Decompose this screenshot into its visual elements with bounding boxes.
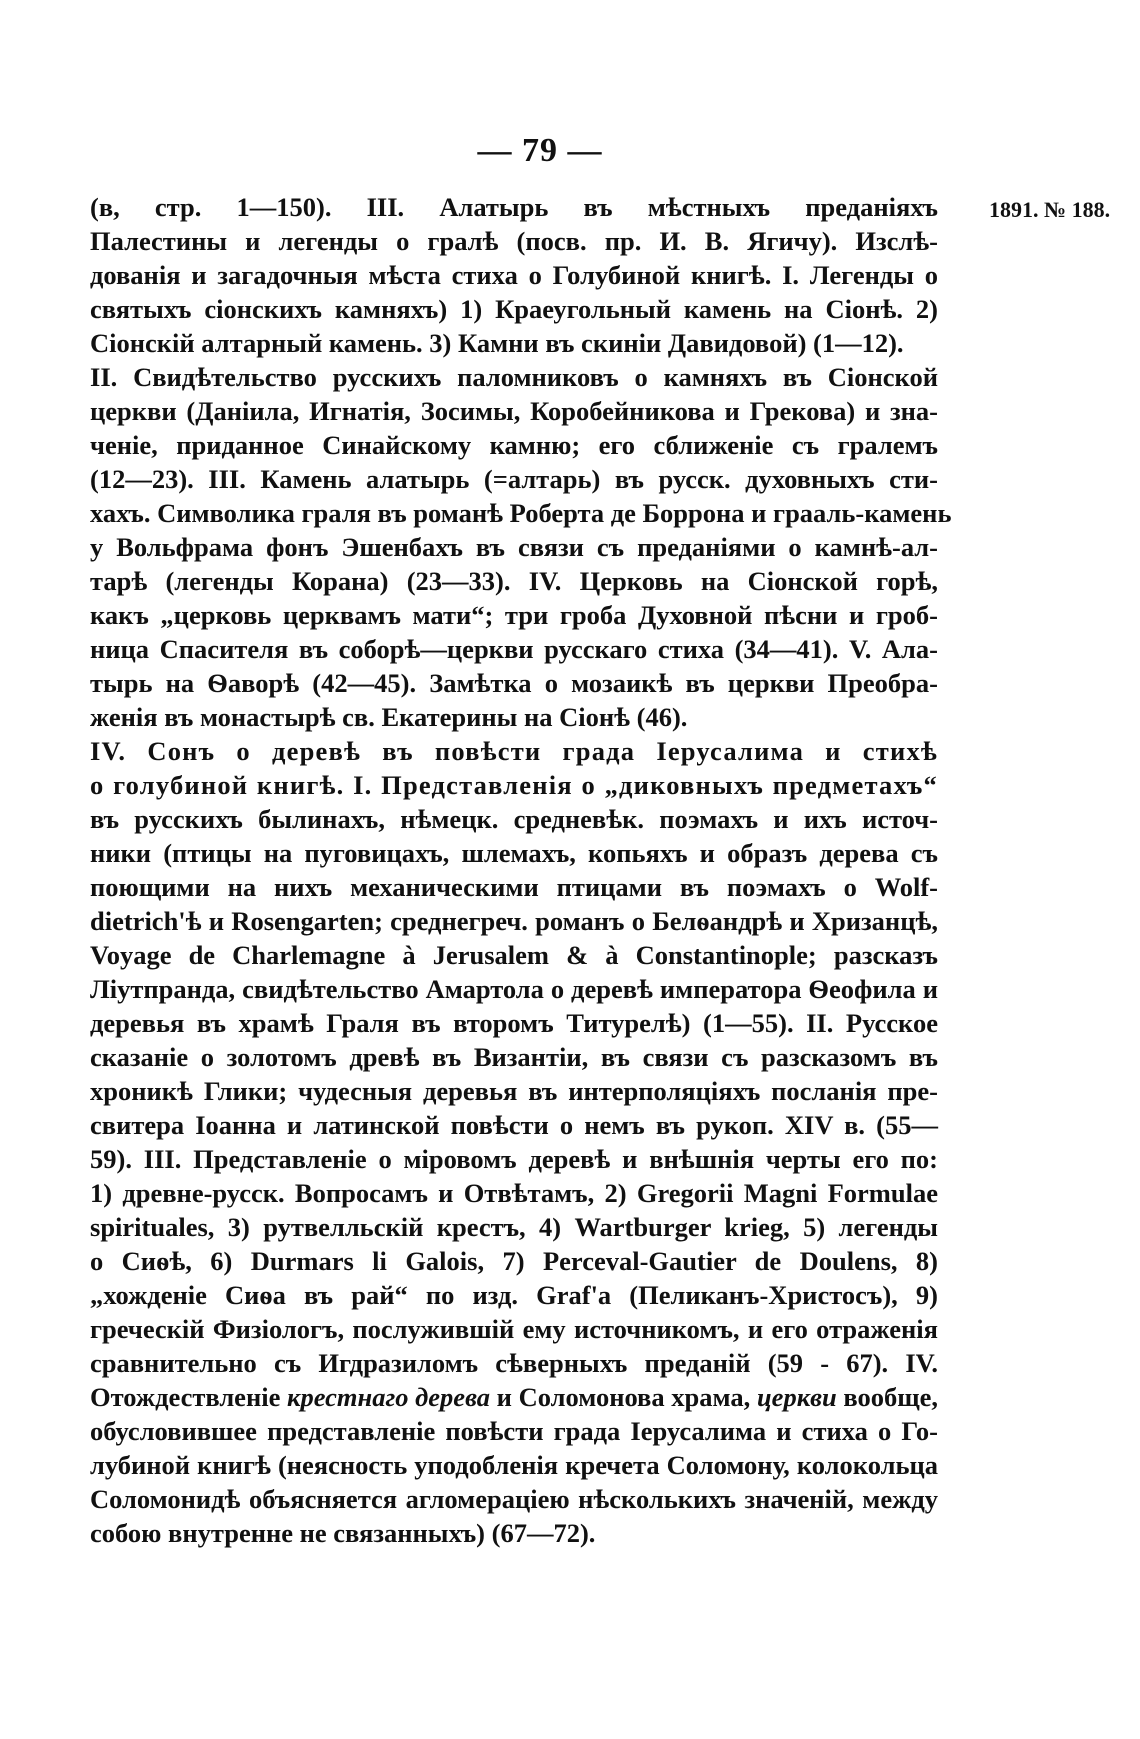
text-line: обусловившее представленіе повѣсти града Іерусалима и стиха о Го-	[90, 1416, 938, 1446]
text-line: ченіе, приданное Синайскому камню; его сближеніе съ гралемъ	[90, 430, 938, 460]
text-line: сказаніе о золотомъ древѣ въ Византіи, въ связи съ разсказомъ въ	[90, 1042, 938, 1072]
text-line: 1) древне-русск. Вопросамъ и Отвѣтамъ, 2) Gregorii Magni Formulae	[90, 1178, 938, 1208]
text-line: „хожденіе Сиѳа въ рай“ по изд. Graf'a (Пеликанъ-Христосъ), 9)	[90, 1280, 938, 1310]
text-line: ники (птицы на пуговицахъ, шлемахъ, копьяхъ и образъ дерева съ	[90, 838, 938, 868]
text-line: у Вольфрама фонъ Эшенбахъ въ связи съ преданіями о камнѣ-ал-	[90, 532, 938, 562]
text-line: spirituales, 3) рутвелльскій крестъ, 4) Wartburger krieg, 5) легенды	[90, 1212, 938, 1242]
text-line: (12—23). III. Камень алатырь (=алтарь) въ русск. духовныхъ сти-	[90, 464, 938, 494]
text-line: хахъ. Символика граля въ романѣ Роберта де Боррона и грааль-камень	[90, 498, 952, 528]
text-line: деревья въ храмѣ Граля въ второмъ Титурелѣ) (1—55). II. Русское	[90, 1008, 938, 1038]
text-line: dietrich'ѣ и Rosengarten; среднегреч. романъ о Белѳандрѣ и Хризанцѣ,	[90, 906, 938, 936]
text-line: Соломонидѣ объясняется агломераціею нѣсколькихъ значеній, между	[90, 1484, 938, 1514]
text-line: хроникѣ Глики; чудесныя деревья въ интерполяціяхъ посланія пре-	[90, 1076, 938, 1106]
paragraph	[90, 360, 952, 734]
text-line: сравнительно съ Игдразиломъ сѣверныхъ преданій (59 - 67). IV.	[90, 1348, 938, 1378]
text-line: II. Свидѣтельство русскихъ паломниковъ о камняхъ въ Сіонской	[90, 362, 938, 392]
text-line: въ русскихъ былинахъ, нѣмецк. средневѣк. поэмахъ и ихъ источ-	[90, 804, 938, 834]
text-line: Сіонскій алтарный камень. 3) Камни въ скиніи Давидовой) (1—12).	[90, 328, 904, 358]
text-line: свитера Іоанна и латинской повѣсти о немъ въ рукоп. XIV в. (55—	[90, 1110, 938, 1140]
body-text	[90, 190, 952, 1550]
text-line: женія въ монастырѣ св. Екатерины на Сіонѣ (46).	[90, 702, 688, 732]
text-line: дованія и загадочныя мѣста стиха о Голубиной книгѣ. I. Легенды о	[90, 260, 938, 290]
text-line: церкви (Даніила, Игнатія, Зосимы, Коробейникова и Грекова) и зна-	[90, 396, 938, 426]
paragraph	[90, 734, 938, 1550]
text-line: тарѣ (легенды Корана) (23—33). IV. Церковь на Сіонской горѣ,	[90, 566, 938, 596]
text-line: Палестины и легенды о гралѣ (посв. пр. И. В. Ягичу). Изслѣ-	[90, 226, 938, 256]
text-line: лубиной книгѣ (неясность уподобленія кречета Соломону, колокольца	[90, 1450, 938, 1480]
text-line: греческій Физіологъ, послужившій ему источникомъ, и его отраженія	[90, 1314, 938, 1344]
text-line: 59). III. Представленіе о міровомъ деревѣ и внѣшнія черты его по:	[90, 1144, 938, 1174]
paragraph	[90, 190, 938, 360]
text-line: поющими на нихъ механическими птицами въ поэмахъ о Wolf-	[90, 872, 938, 902]
text-line: о голубиной книгѣ. I. Представленія о „диковныхъ предметахъ“	[90, 770, 938, 800]
text-line: тырь на Ѳаворѣ (42—45). Замѣтка о мозаикѣ въ церкви Преобра-	[90, 668, 938, 698]
text-line: (в, стр. 1—150). III. Алатырь въ мѣстныхъ преданіяхъ	[90, 192, 938, 222]
text-line: ница Спасителя въ соборѣ—церкви русскаго стиха (34—41). V. Ала-	[90, 634, 938, 664]
text-line: Отождествленіе крестнаго дерева и Соломонова храма, церкви вообще,	[90, 1382, 939, 1412]
text-line: о Сиѳѣ, 6) Durmars li Galois, 7) Perceval-Gautier de Doulens, 8)	[90, 1246, 938, 1276]
text-line: Ліутпранда, свидѣтельство Амартола о деревѣ императора Ѳеофила и	[90, 974, 938, 1004]
text-line: какъ „церковь церквамъ мати“; три гроба Духовной пѣсни и гроб-	[90, 600, 938, 630]
text-line: собою внутренне не связанныхъ) (67—72).	[90, 1518, 596, 1548]
text-line: Voyage de Charlemagne à Jerusalem & à Constantinople; разсказъ	[90, 940, 938, 970]
page-number: — 79 —	[477, 132, 603, 169]
text-line: святыхъ сіонскихъ камняхъ) 1) Краеугольный камень на Сіонѣ. 2)	[90, 294, 938, 324]
margin-note: 1891. № 188.	[989, 197, 1111, 222]
text-line: IV. Сонъ о деревѣ въ повѣсти града Іерусалима и стихѣ	[90, 736, 938, 766]
